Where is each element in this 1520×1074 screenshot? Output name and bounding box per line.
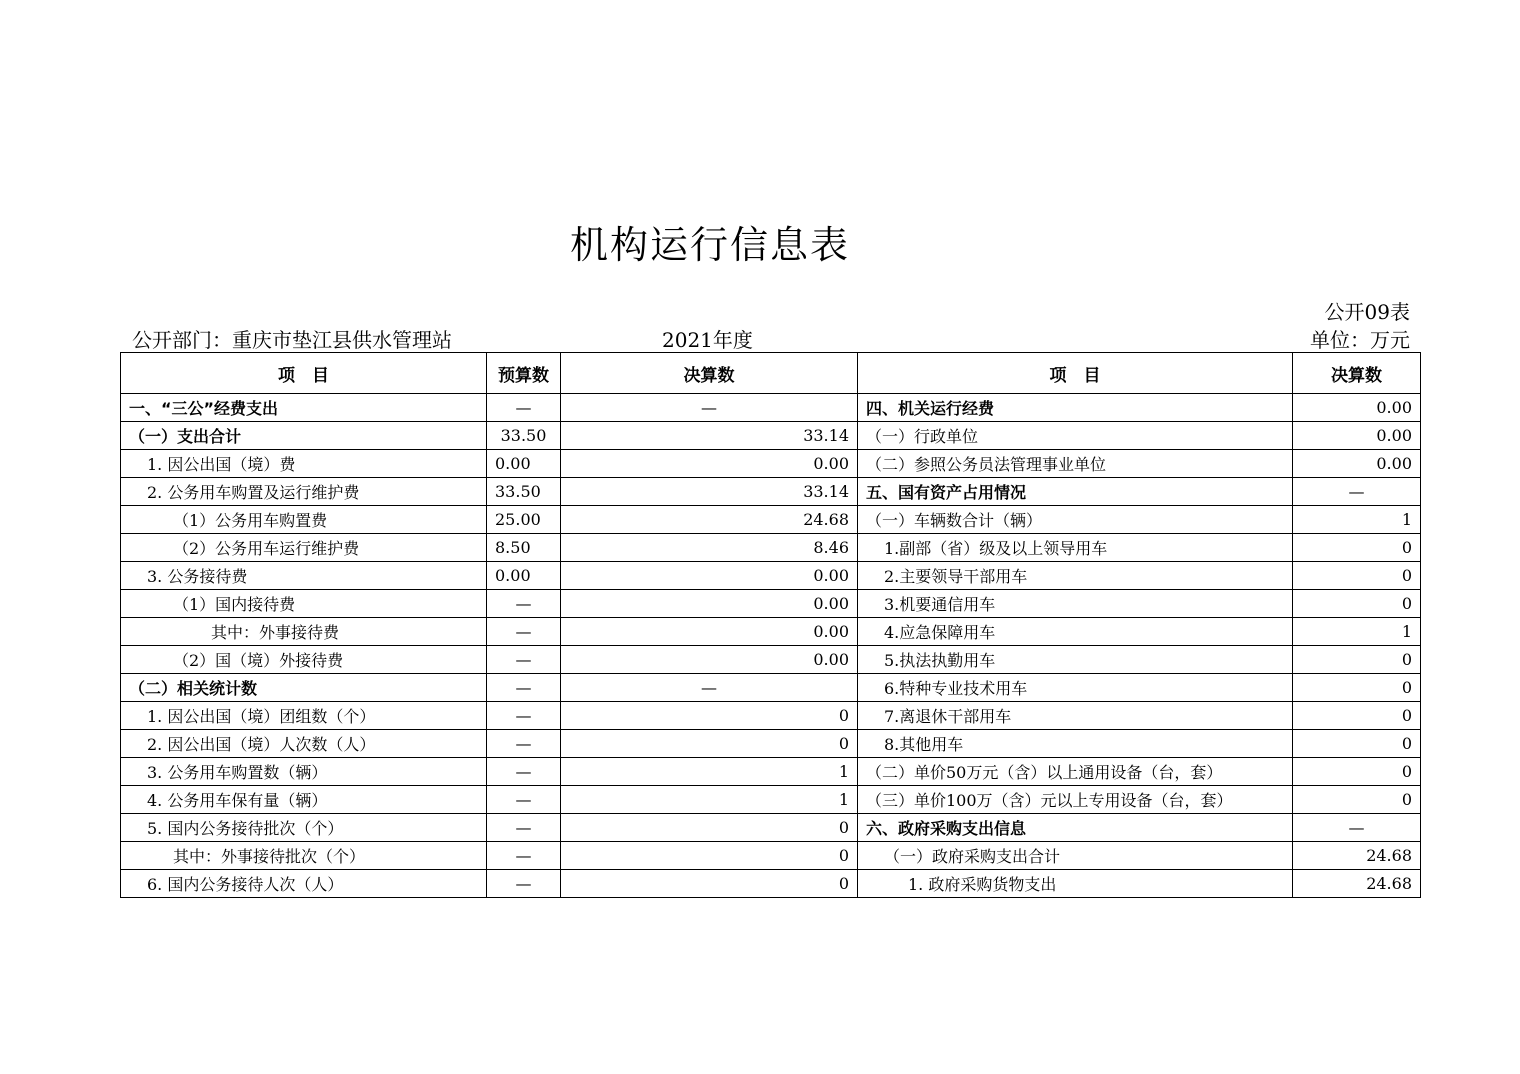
- row-item-left: 4. 公务用车保有量（辆）: [121, 786, 487, 814]
- row-final-right: 0: [1293, 534, 1421, 562]
- table-row: [121, 394, 1421, 422]
- row-budget: 25.00: [487, 506, 561, 534]
- table-row: [121, 786, 1421, 814]
- meta-row: [132, 324, 1410, 352]
- row-final-right: 0: [1293, 758, 1421, 786]
- table-row: [121, 590, 1421, 618]
- row-budget: —: [487, 786, 561, 814]
- row-budget: —: [487, 590, 561, 618]
- row-item-right: 6.特种专业技术用车: [858, 674, 1293, 702]
- row-item-left: 1. 因公出国（境）费: [121, 450, 487, 478]
- row-budget: 0.00: [487, 562, 561, 590]
- page-title: 机构运行信息表: [569, 223, 850, 267]
- row-final-left: —: [561, 674, 858, 702]
- row-final-right: 0.00: [1293, 394, 1421, 422]
- row-item-left: 3. 公务接待费: [121, 562, 487, 590]
- row-item-left: 5. 国内公务接待批次（个）: [121, 814, 487, 842]
- row-budget: —: [487, 702, 561, 730]
- row-final-left: 0.00: [561, 646, 858, 674]
- row-budget: 0.00: [487, 450, 561, 478]
- row-item-right: 5.执法执勤用车: [858, 646, 1293, 674]
- row-final-right: 1: [1293, 506, 1421, 534]
- row-item-right: 3.机要通信用车: [858, 590, 1293, 618]
- row-budget: 8.50: [487, 534, 561, 562]
- row-final-left: 24.68: [561, 506, 858, 534]
- header-item-right: 项 目: [858, 353, 1293, 394]
- row-final-right: 1: [1293, 618, 1421, 646]
- row-budget: —: [487, 394, 561, 422]
- row-final-right: 0: [1293, 786, 1421, 814]
- row-final-right: —: [1293, 814, 1421, 842]
- row-final-right: 24.68: [1293, 870, 1421, 898]
- row-final-right: 0.00: [1293, 450, 1421, 478]
- table-row: [121, 478, 1421, 506]
- table-header-row: [121, 353, 1421, 394]
- table-row: [121, 562, 1421, 590]
- info-table: [120, 352, 1421, 898]
- row-item-right: （一）行政单位: [858, 422, 1293, 450]
- header-final-right: 决算数: [1293, 353, 1421, 394]
- row-budget: 33.50: [487, 422, 561, 450]
- row-item-right: 1. 政府采购货物支出: [858, 870, 1293, 898]
- row-item-right: 8.其他用车: [858, 730, 1293, 758]
- row-item-left: 3. 公务用车购置数（辆）: [121, 758, 487, 786]
- row-item-left: 2. 因公出国（境）人次数（人）: [121, 730, 487, 758]
- table-row: [121, 870, 1421, 898]
- row-item-left: 1. 因公出国（境）团组数（个）: [121, 702, 487, 730]
- row-final-right: 0: [1293, 702, 1421, 730]
- table-row: [121, 534, 1421, 562]
- row-item-left: （2）国（境）外接待费: [121, 646, 487, 674]
- unit-label: 单位：万元: [1310, 328, 1410, 352]
- row-budget: —: [487, 618, 561, 646]
- header-item-left: 项 目: [121, 353, 487, 394]
- header-final-left: 决算数: [561, 353, 858, 394]
- row-final-right: 0: [1293, 646, 1421, 674]
- row-item-right: 六、政府采购支出信息: [858, 814, 1293, 842]
- row-item-left: （二）相关统计数: [121, 674, 487, 702]
- row-final-right: 24.68: [1293, 842, 1421, 870]
- row-final-left: 33.14: [561, 422, 858, 450]
- table-row: [121, 730, 1421, 758]
- row-final-right: 0: [1293, 562, 1421, 590]
- row-item-left: （1）国内接待费: [121, 590, 487, 618]
- row-item-left: 其中：外事接待费: [121, 618, 487, 646]
- row-final-left: 0.00: [561, 590, 858, 618]
- table-row: [121, 702, 1421, 730]
- table-row: [121, 758, 1421, 786]
- row-final-left: 1: [561, 786, 858, 814]
- row-item-left: 6. 国内公务接待人次（人）: [121, 870, 487, 898]
- row-final-left: 1: [561, 758, 858, 786]
- row-final-right: 0: [1293, 730, 1421, 758]
- table-row: [121, 646, 1421, 674]
- row-item-right: 四、机关运行经费: [858, 394, 1293, 422]
- row-budget: —: [487, 646, 561, 674]
- row-final-left: 0.00: [561, 618, 858, 646]
- row-final-left: 8.46: [561, 534, 858, 562]
- row-item-right: （一）车辆数合计（辆）: [858, 506, 1293, 534]
- row-budget: —: [487, 814, 561, 842]
- table-row: [121, 618, 1421, 646]
- row-item-right: （三）单价100万（含）元以上专用设备（台，套）: [858, 786, 1293, 814]
- row-item-right: （一）政府采购支出合计: [858, 842, 1293, 870]
- row-item-right: （二）参照公务员法管理事业单位: [858, 450, 1293, 478]
- row-final-left: —: [561, 394, 858, 422]
- row-item-left: 2. 公务用车购置及运行维护费: [121, 478, 487, 506]
- table-row: [121, 450, 1421, 478]
- row-budget: —: [487, 842, 561, 870]
- row-item-left: 一、“三公”经费支出: [121, 394, 487, 422]
- row-item-right: 2.主要领导干部用车: [858, 562, 1293, 590]
- row-final-left: 0: [561, 814, 858, 842]
- row-final-right: 0: [1293, 674, 1421, 702]
- form-number: 公开09表: [1324, 300, 1410, 324]
- row-item-right: 五、国有资产占用情况: [858, 478, 1293, 506]
- row-item-left: （2）公务用车运行维护费: [121, 534, 487, 562]
- table-row: [121, 814, 1421, 842]
- row-item-right: 4.应急保障用车: [858, 618, 1293, 646]
- row-final-left: 0: [561, 702, 858, 730]
- table-row: [121, 506, 1421, 534]
- row-final-right: —: [1293, 478, 1421, 506]
- row-budget: 33.50: [487, 478, 561, 506]
- header-budget: 预算数: [487, 353, 561, 394]
- row-final-left: 0.00: [561, 562, 858, 590]
- table-row: [121, 422, 1421, 450]
- row-item-left: 其中：外事接待批次（个）: [121, 842, 487, 870]
- row-item-right: 1.副部（省）级及以上领导用车: [858, 534, 1293, 562]
- row-final-left: 0.00: [561, 450, 858, 478]
- table-row: [121, 674, 1421, 702]
- department-label: 公开部门：重庆市垫江县供水管理站: [132, 328, 452, 352]
- row-item-right: 7.离退休干部用车: [858, 702, 1293, 730]
- row-final-left: 0: [561, 870, 858, 898]
- row-final-left: 33.14: [561, 478, 858, 506]
- row-budget: —: [487, 758, 561, 786]
- row-final-left: 0: [561, 842, 858, 870]
- row-item-right: （二）单价50万元（含）以上通用设备（台，套）: [858, 758, 1293, 786]
- row-final-right: 0: [1293, 590, 1421, 618]
- row-budget: —: [487, 730, 561, 758]
- year-label: 2021年度: [662, 328, 753, 352]
- row-budget: —: [487, 870, 561, 898]
- row-item-left: （1）公务用车购置费: [121, 506, 487, 534]
- table-row: [121, 842, 1421, 870]
- row-final-left: 0: [561, 730, 858, 758]
- row-item-left: （一）支出合计: [121, 422, 487, 450]
- row-final-right: 0.00: [1293, 422, 1421, 450]
- row-budget: —: [487, 674, 561, 702]
